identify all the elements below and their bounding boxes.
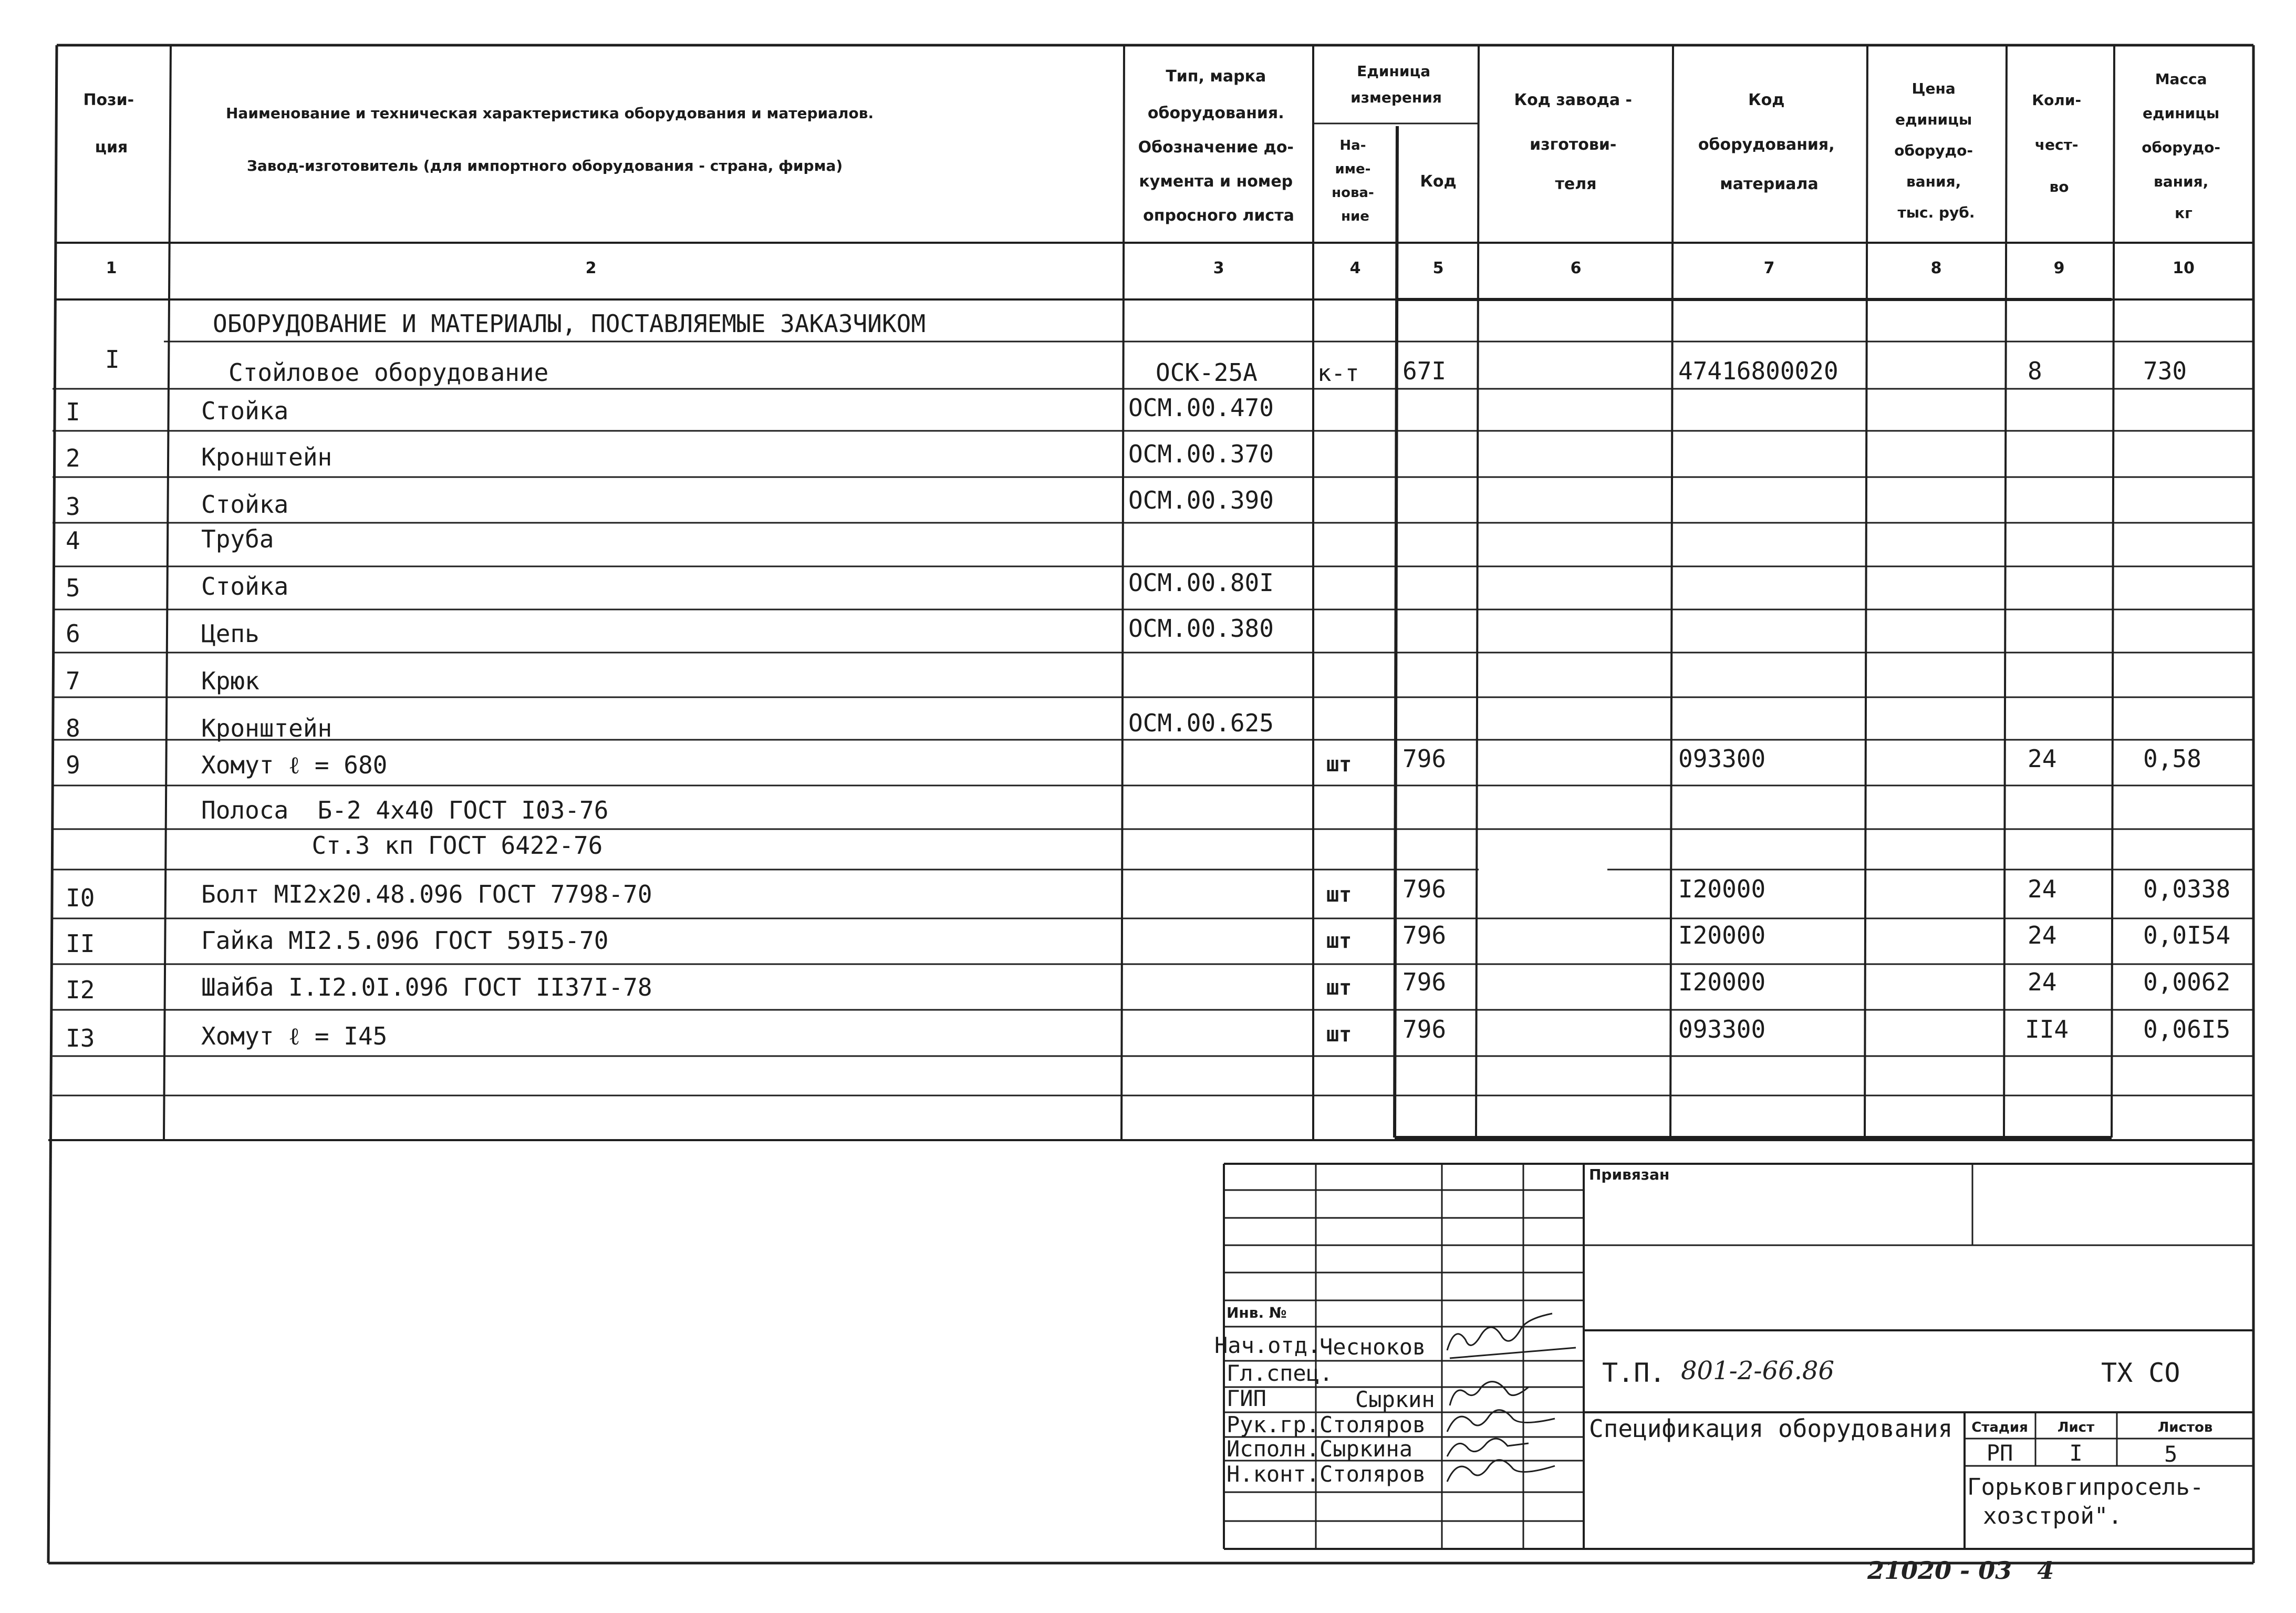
sheet-title: Спецификация оборудования [1589,1414,1953,1443]
table-row [66,486,1274,521]
cell-mass: 0,0338 [2143,875,2231,903]
doc-code: ТХ СО [2101,1358,2180,1388]
cell-position: I0 [66,884,95,912]
cell-quantity: 24 [2028,968,2057,996]
table-row [66,745,2201,779]
attached-label: Привязан [1589,1166,1670,1183]
header-unit-name: На- име- нова- ние [1332,138,1374,224]
cell-code: 47416800020 [1678,357,1838,385]
table-row [66,440,1274,472]
cell-unit: к-т [1317,360,1359,387]
sheet-label: Лист [2057,1420,2095,1435]
cell-name: Гайка МI2.5.096 ГОСТ 59I5-70 [201,926,609,955]
cell-quantity: 24 [2028,875,2057,903]
header-unit-group: Единица измерения [1350,63,1442,106]
column-number: 7 [1763,259,1775,277]
cell-position: I [105,345,120,374]
cell-type: ОСМ.00.380 [1128,614,1274,643]
cell-unit: шт [1326,883,1352,907]
column-number: 6 [1570,259,1582,277]
section-title: ОБОРУДОВАНИЕ И МАТЕРИАЛЫ, ПОСТАВЛЯЕМЫЕ ЗАКАЗЧИКОМ [213,309,926,338]
column-number: 9 [2053,259,2065,277]
organization: Горьковгипросель- хозстрой". [1967,1474,2204,1529]
doc-number: 801-2-66.86 [1681,1356,1835,1385]
role-label: ГИП [1227,1385,1266,1411]
table-row [201,796,608,824]
cell-name: Цепь [201,619,259,648]
cell-code: I20000 [1678,968,1766,996]
cell-name: Хомут ℓ = I45 [201,1022,388,1050]
cell-name: Ст.3 кп ГОСТ 6422-76 [239,831,603,860]
cell-name: Стойка [201,397,289,425]
role-label: Исполн. [1227,1436,1320,1462]
cell-position: 5 [66,574,80,602]
person-name: Столяров [1320,1461,1426,1487]
role-label: Рук.гр. [1227,1412,1320,1438]
doc-prefix: Т.П. [1602,1358,1666,1388]
table-row [66,568,1274,602]
role-label: Н.конт. [1227,1461,1320,1487]
cell-position: 6 [66,619,80,648]
person-name: Чесноков [1320,1334,1426,1360]
person-name: Сыркин [1355,1387,1435,1412]
column-number: 3 [1213,259,1224,277]
cell-unit-code: 796 [1402,1015,1447,1043]
cell-mass: 0,0I54 [2143,921,2231,949]
role-label: Гл.спец. [1227,1360,1333,1386]
cell-type: ОСМ.00.390 [1128,486,1274,514]
table-row [66,875,2230,912]
stage-value: РП [1986,1440,2013,1466]
cell-quantity: 24 [2028,921,2057,949]
title-block [1214,1164,2253,1549]
header-name: Наименование и техническая характеристика оборудования и материалов. Завод-изготовитель (для импортного оборудования - страна, фирма) [226,105,874,174]
cell-position: 2 [66,444,80,472]
table-row [105,345,2187,387]
cell-code: 093300 [1678,1015,1766,1043]
cell-position: 4 [66,526,80,555]
cell-code: I20000 [1678,921,1766,949]
cell-mass: 0,58 [2143,745,2201,773]
archive-number: 21020 - 03 4 [1867,1556,2054,1585]
cell-name: Труба [201,525,274,553]
cell-position: 9 [66,751,80,779]
cell-type: ОСМ.00.470 [1128,394,1274,422]
header-factory-code: Код завода - изготови- теля [1514,91,1632,193]
header-equipment-code: Код оборудования, материала [1698,91,1835,193]
role-label: Нач.отд. [1214,1332,1321,1358]
column-number: 8 [1930,259,1942,277]
cell-name: Хомут ℓ = 680 [201,751,388,779]
cell-unit-code: 796 [1402,921,1447,949]
cell-code: 093300 [1678,745,1766,773]
person-name: Сыркина [1320,1436,1413,1462]
table-body [66,309,2230,1052]
cell-unit: шт [1326,1022,1352,1047]
cell-position: I2 [66,976,95,1004]
table-row [66,614,1274,648]
cell-type: ОСМ.00.80I [1128,568,1274,597]
cell-type: ОСМ.00.625 [1128,709,1274,737]
cell-quantity: II4 [2025,1015,2069,1043]
cell-unit-code: 796 [1402,745,1447,773]
cell-name: Кронштейн [201,714,333,742]
inventory-label: Инв. № [1227,1304,1287,1321]
cell-position: 3 [66,492,80,521]
cell-mass: 730 [2143,357,2187,385]
cell-position: 8 [66,714,80,742]
header-position: Пози- ция [83,91,134,157]
cell-name: Кронштейн [201,443,333,471]
cell-unit: шт [1326,976,1352,1000]
column-number: 5 [1432,259,1444,277]
signature-marks [1447,1314,1576,1482]
header-quantity: Коли- чест- во [2032,91,2082,195]
table-row [66,709,1274,742]
person-name: Столяров [1320,1412,1426,1438]
cell-name: Стойка [201,572,289,601]
cell-unit-code: 67I [1402,357,1447,385]
cell-type: ОСМ.00.370 [1128,440,1274,468]
cell-position: II [66,929,95,958]
cell-position: I3 [66,1024,95,1052]
table-row [66,525,274,555]
table-row [66,921,2230,958]
sheets-value: 5 [2164,1441,2178,1467]
cell-mass: 0,06I5 [2143,1015,2231,1043]
cell-name: Полоса Б-2 4х40 ГОСТ I03-76 [201,796,609,824]
column-number: 10 [2173,259,2195,277]
cell-position: I [66,398,80,426]
cell-unit-code: 796 [1402,875,1447,903]
cell-unit: шт [1326,929,1352,953]
column-number: 2 [585,259,597,277]
header-mass: Масса единицы оборудо- вания, кг [2142,70,2221,222]
cell-name: Крюк [201,667,259,695]
cell-name: Шайба I.I2.0I.096 ГОСТ II37I-78 [201,973,652,1001]
stage-label: Стадия [1971,1420,2028,1435]
column-numbers [106,259,2195,277]
column-number: 4 [1349,259,1361,277]
table-header [83,63,2225,225]
cell-quantity: 24 [2028,745,2057,773]
cell-quantity: 8 [2028,357,2042,385]
header-type: Тип, марка оборудования. Обозначение до- кумента и номер опросного листа [1138,67,1294,225]
cell-code: I20000 [1678,875,1766,903]
table-row [239,831,602,860]
cell-type: ОСК-25А [1156,358,1258,387]
sheets-label: Листов [2157,1420,2213,1435]
sheet-value: I [2069,1440,2083,1466]
column-number: 1 [106,259,117,277]
header-price: Цена единицы оборудо- вания, тыс. руб. [1894,80,1975,221]
table-row [66,667,259,695]
table-row [66,394,1274,426]
table-row [66,968,2230,1004]
cell-position: 7 [66,667,80,695]
table-row [66,1015,2230,1052]
header-unit-code: Код [1420,172,1457,191]
cell-mass: 0,0062 [2143,968,2231,996]
cell-name: Стойловое оборудование [228,358,549,387]
cell-name: Болт МI2х20.48.096 ГОСТ 7798-70 [201,880,652,908]
cell-name: Стойка [201,490,289,519]
cell-unit-code: 796 [1402,968,1447,996]
cell-unit: шт [1326,752,1352,777]
